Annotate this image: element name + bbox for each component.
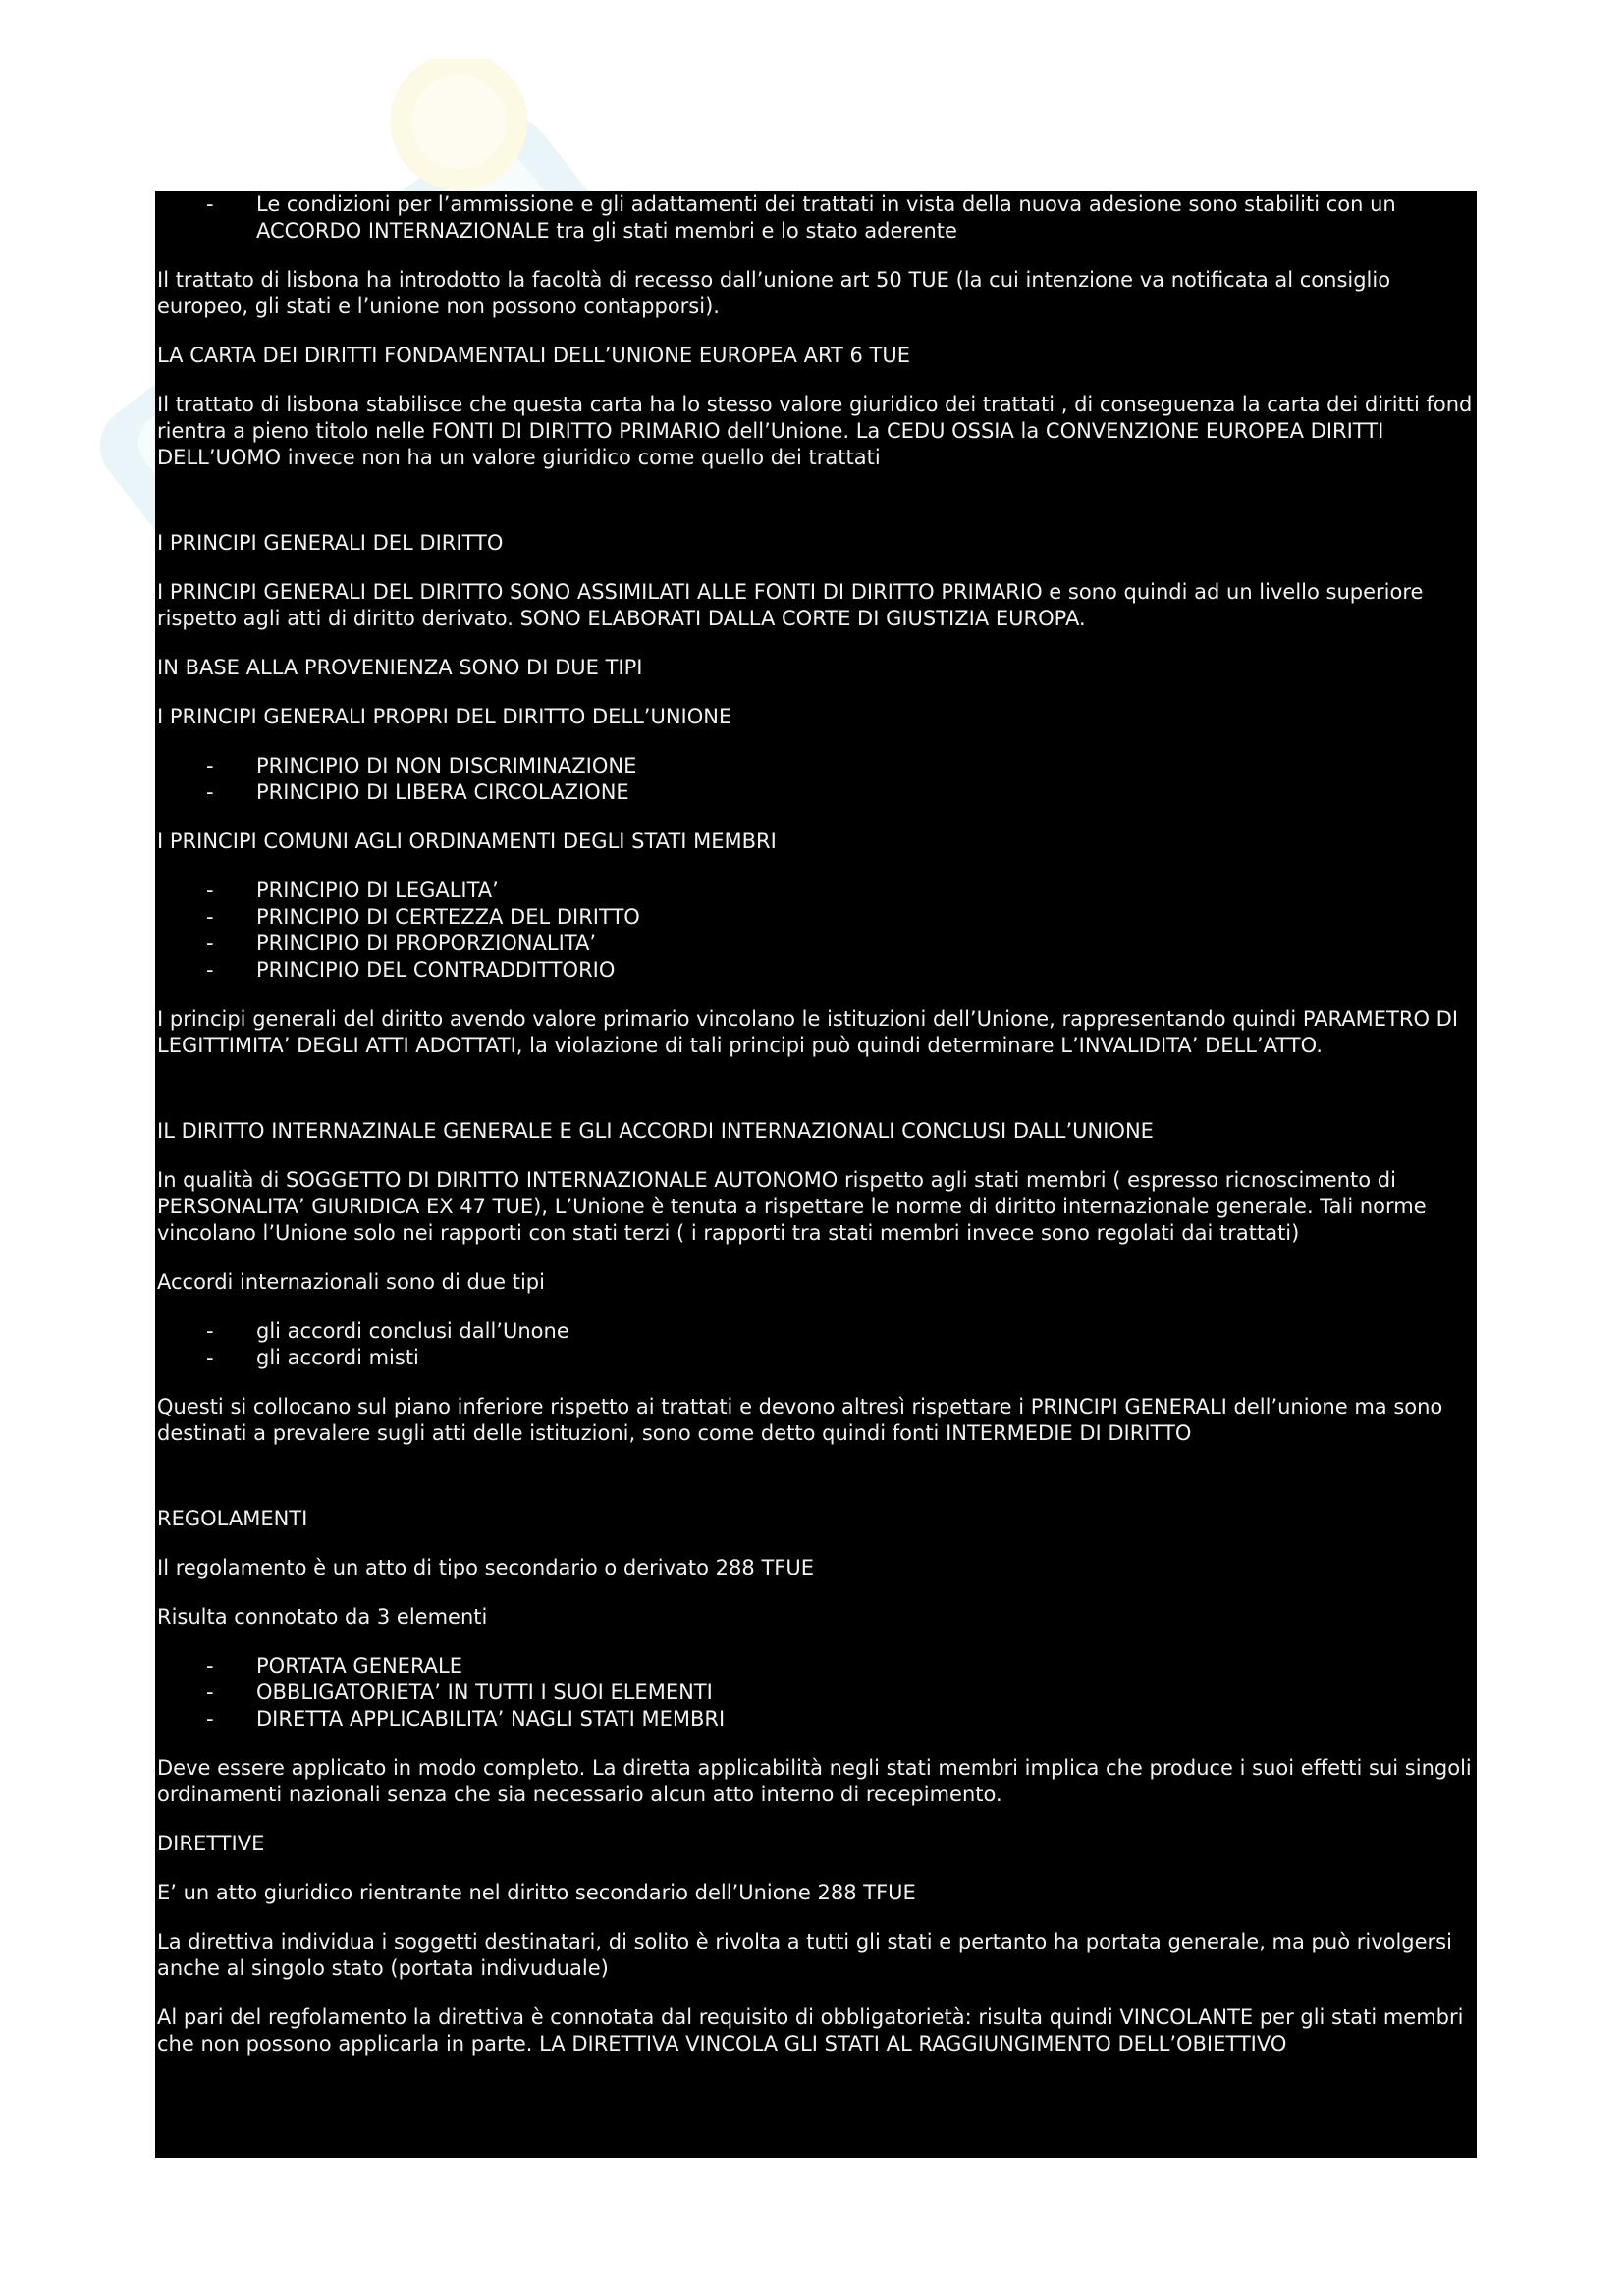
blank-line — [157, 1082, 1475, 1118]
bullet-dash: - — [206, 932, 214, 955]
bullet-dash: - — [206, 1319, 214, 1343]
paragraph-direttiva-atto: E’ un atto giuridico rientrante nel diritto secondario dell’Unione 288 TFUE — [157, 1881, 916, 1904]
bullet-dash: - — [206, 754, 214, 777]
list-item: - PRINCIPIO DI NON DISCRIMINAZIONE — [206, 754, 637, 777]
paragraph-direttiva-obbligatorieta: Al pari del regfolamento la direttiva è connotata dal requisito di obbligatorietà: risulta quindi VINCOLANTE per gli stati membri che non possono applicarla in parte. LA DIRETTIVA VINCOLA GLI STATI AL RAGGIUNGIMENTO DELL’OBIETTIVO — [157, 2005, 1464, 2056]
paragraph-principi: I PRINCIPI GENERALI DEL DIRITTO SONO ASSIMILATI ALLE FONTI DI DIRITTO PRIMARIO e sono quindi ad un livello superiore rispetto agli atti di diritto derivato. SONO ELABORATI DALLA CORTE DI GIUSTIZIA EUROPA. — [157, 580, 1424, 630]
paragraph-accordi: Accordi internazionali sono di due tipi — [157, 1270, 545, 1294]
list-item: - PORTATA GENERALE — [206, 1654, 463, 1678]
document-page — [155, 191, 1477, 2158]
list-item: - PRINCIPIO DI PROPORZIONALITA’ — [206, 932, 596, 955]
list-item: - DIRETTA APPLICABILITA’ NAGLI STATI MEMBRI — [206, 1707, 726, 1731]
bullet-dash: - — [206, 1681, 214, 1704]
bullet-dash: - — [206, 905, 214, 929]
paragraph-regolamento: Il regolamento è un atto di tipo secondario o derivato 288 TFUE — [157, 1556, 814, 1579]
bullet-dash: - — [206, 1707, 214, 1731]
paragraph-comuni: I PRINCIPI COMUNI AGLI ORDINAMENTI DEGLI STATI MEMBRI — [157, 829, 777, 853]
propri-list — [157, 753, 1475, 806]
blank-line — [157, 1469, 1475, 1506]
bullet-dash: - — [206, 1346, 214, 1369]
list-item: - gli accordi misti — [206, 1346, 419, 1369]
list-item: - gli accordi conclusi dall’Unone — [206, 1319, 569, 1343]
paragraph-direttiva-soggetti: La direttiva individua i soggetti destinatari, di solito è rivolta a tutti gli stati e pertanto ha portata generale, ma può rivolgersi anche al singolo stato (portata indivuduale) — [157, 1930, 1452, 1980]
accordi-list — [157, 1318, 1475, 1371]
blank-line — [157, 494, 1475, 530]
list-item: - PRINCIPIO DI CERTEZZA DEL DIRITTO — [206, 905, 640, 929]
bullet-dash: - — [206, 192, 214, 216]
paragraph-internazionale: In qualità di SOGGETTO DI DIRITTO INTERNAZIONALE AUTONOMO rispetto agli stati membri ( espresso ricnoscimento di PERSONALITA’ GIURIDICA EX 47 TUE), L’Unione è tenuta a rispettare le norme di diritto internazionale generale. Tali norme vincolano l’Unione solo nei rapporti con stati terzi ( i rapporti tra stati membri invece sono regolati dai trattati) — [157, 1168, 1427, 1245]
bullet-dash: - — [206, 958, 214, 982]
paragraph-provenienza: IN BASE ALLA PROVENIENZA SONO DI DUE TIPI — [157, 656, 643, 679]
paragraph-vincolano: I principi generali del diritto avendo valore primario vincolano le istituzioni dell’Unione, rappresentando quindi PARAMETRO DI LEGITTIMITA’ DEGLI ATTI ADOTTATI, la violazione di tali principi può quindi determinare L’INVALIDITA’ DELL’ATTO. — [157, 1007, 1459, 1057]
regolamento-list — [157, 1653, 1475, 1733]
document-content — [155, 191, 1477, 2057]
intro-list — [157, 191, 1475, 244]
list-item: - PRINCIPIO DI LEGALITA’ — [206, 879, 499, 902]
heading-direttive: DIRETTIVE — [157, 1832, 265, 1855]
heading-regolamenti: REGOLAMENTI — [157, 1507, 308, 1530]
heading-internazionale: IL DIRITTO INTERNAZINALE GENERALE E GLI ACCORDI INTERNAZIONALI CONCLUSI DALL’UNIONE — [157, 1119, 1154, 1143]
list-item: - Le condizioni per l’ammissione e gli adattamenti dei trattati in vista della nuova adesione sono stabiliti con un ACCORDO INTERNAZIONALE tra gli stati membri e lo stato aderente — [206, 192, 1396, 242]
bullet-dash: - — [206, 879, 214, 902]
heading-carta: LA CARTA DEI DIRITTI FONDAMENTALI DELL’UNIONE EUROPEA ART 6 TUE — [157, 344, 911, 367]
paragraph-collocano: Questi si collocano sul piano inferiore rispetto ai trattati e devono altresì rispettare i PRINCIPI GENERALI dell’unione ma sono destinati a prevalere sugli atti delle istituzioni, sono come detto quindi fonti INTERMEDIE DI DIRITTO — [157, 1395, 1443, 1445]
paragraph-propri: I PRINCIPI GENERALI PROPRI DEL DIRITTO DELL’UNIONE — [157, 705, 732, 728]
bullet-dash: - — [206, 1654, 214, 1678]
paragraph-carta: Il trattato di lisbona stabilisce che questa carta ha lo stesso valore giuridico dei trattati , di conseguenza la carta dei diritti fond rientra a pieno titolo nelle FONTI DI DIRITTO PRIMARIO dell’Unione. La CEDU OSSIA la CONVENZIONE EUROPEA DIRITTI DELL’UOMO invece non ha un valore giuridico come quello dei trattati — [157, 393, 1473, 469]
heading-principi: I PRINCIPI GENERALI DEL DIRITTO — [157, 531, 504, 555]
paragraph-connotato: Risulta connotato da 3 elementi — [157, 1605, 488, 1629]
list-item: - PRINCIPIO DEL CONTRADDITTORIO — [206, 958, 616, 982]
paragraph-recesso: Il trattato di lisbona ha introdotto la facoltà di recesso dall’unione art 50 TUE (la cui intenzione va notificata al consiglio europeo, gli stati e l’unione non possono contapporsi). — [157, 268, 1391, 318]
comuni-list — [157, 878, 1475, 984]
bullet-dash: - — [206, 780, 214, 804]
list-item: - OBBLIGATORIETA’ IN TUTTI I SUOI ELEMENTI — [206, 1681, 713, 1704]
list-item: - PRINCIPIO DI LIBERA CIRCOLAZIONE — [206, 780, 629, 804]
paragraph-applicato: Deve essere applicato in modo completo. La diretta applicabilità negli stati membri implica che produce i suoi effetti sui singoli ordinamenti nazionali senza che sia necessario alcun atto interno di recepimento. — [157, 1756, 1472, 1806]
